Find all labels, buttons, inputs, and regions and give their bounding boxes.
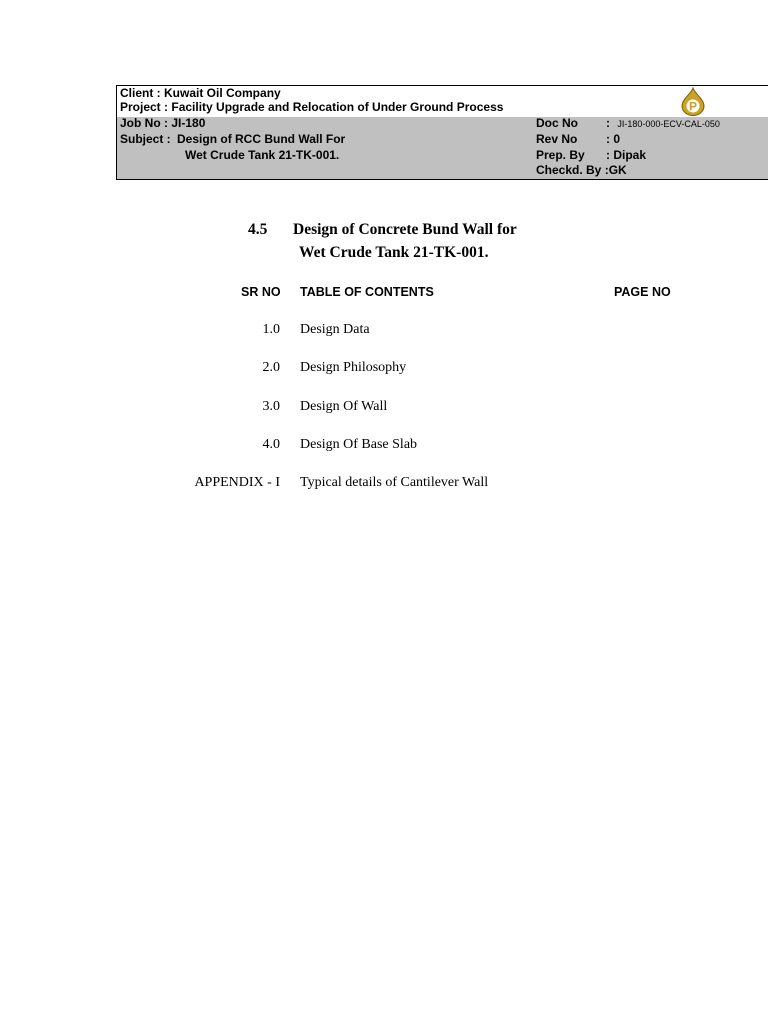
subject-value-line1: Design of RCC Bund Wall For [177,132,346,146]
toc-item-3-sr: 3.0 [262,399,280,414]
toc-header-sr: SR NO [241,285,281,299]
doc-no-label: Doc No [536,116,578,130]
checked-by-row [536,163,627,177]
client-row [120,86,281,100]
rev-no-row [536,132,620,146]
toc-header-title: TABLE OF CONTENTS [300,285,434,299]
section-title-line2: Wet Crude Tank 21-TK-001. [299,244,489,261]
job-label: Job No : [120,116,168,130]
toc-item-4-sr: 4.0 [262,437,280,452]
prep-by-value: : Dipak [606,148,647,162]
logo-letter: P [688,99,698,114]
toc-item-1-sr: 1.0 [262,322,280,337]
toc-item-2-title: Design Philosophy [300,360,407,375]
prep-by-label: Prep. By [536,148,585,162]
client-label: Client : [120,86,161,100]
doc-no-value: JI-180-000-ECV-CAL-050 [617,119,720,129]
client-value: Kuwait Oil Company [164,86,281,100]
doc-no-colon: : [606,116,610,130]
rev-no-label: Rev No [536,132,578,146]
toc-item-2-sr: 2.0 [262,360,280,375]
job-row [120,116,205,130]
subject-value-line2: Wet Crude Tank 21-TK-001. [185,148,340,162]
prep-by-row [536,148,646,162]
rev-no-value: : 0 [606,132,621,146]
project-row [120,100,503,114]
subject-label: Subject : [120,132,171,146]
checked-by-value: GK [608,163,627,177]
section-number: 4.5 [248,221,268,238]
toc-item-4-title: Design Of Base Slab [300,437,418,452]
toc-header-page: PAGE NO [614,285,671,299]
subject-row [120,132,345,146]
job-value: JI-180 [171,116,206,130]
toc-item-1-title: Design Data [300,322,370,337]
project-label: Project : [120,100,169,114]
doc-no-row [536,116,720,131]
toc-appendix-title: Typical details of Cantilever Wall [300,475,489,490]
toc-appendix-sr: APPENDIX - I [194,475,280,490]
toc-item-3-title: Design Of Wall [300,399,388,414]
project-value: Facility Upgrade and Relocation of Under Ground Process [171,100,504,114]
document-header [116,85,768,180]
section-title-line1: Design of Concrete Bund Wall for [293,221,517,238]
checked-by-label: Checkd. By : [536,163,609,177]
company-logo-icon [679,87,707,116]
subject-row-2 [185,148,339,162]
